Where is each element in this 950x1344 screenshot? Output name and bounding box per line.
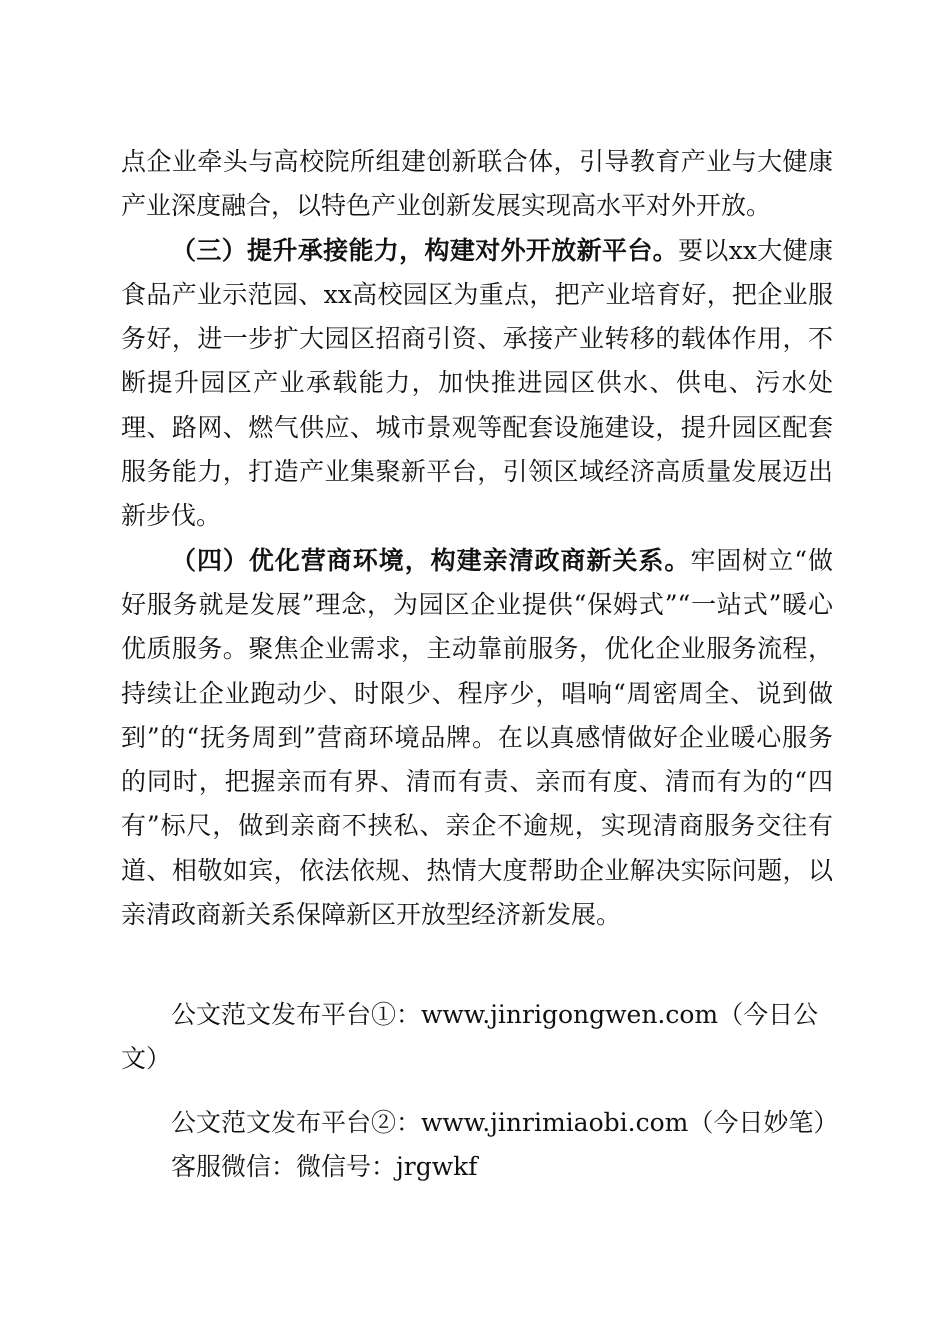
paragraph-text: 点企业牵头与高校院所组建创新联合体，引导教育产业与大健康产业深度融合，以特色产业创新发展实现高水平对外开放。 bbox=[121, 147, 833, 221]
paragraph-section-four bbox=[121, 539, 833, 938]
section-four-heading: （四）优化营商环境，构建亲清政商新关系。 bbox=[171, 545, 691, 575]
paragraph-section-three bbox=[121, 229, 833, 539]
document-body bbox=[121, 140, 833, 937]
paragraph-continued bbox=[121, 140, 833, 229]
platform-one-line: 公文范文发布平台①：www.jinrigongwen.com（今日公文） bbox=[121, 1000, 819, 1073]
platform-two-line: 公文范文发布平台②：www.jinrimiaobi.com（今日妙笔） bbox=[171, 1108, 839, 1137]
customer-service-line: 客服微信：微信号：jrgwkf bbox=[171, 1152, 478, 1181]
section-three-heading: （三）提升承接能力，构建对外开放新平台。 bbox=[171, 235, 679, 265]
section-four-text: 牢固树立“做好服务就是发展”理念，为园区企业提供“保姆式”“一站式”暖心优质服务。聚焦企业需求，主动靠前服务，优化企业服务流程，持续让企业跑动少、时限少、程序少，唱响“周密周全、说到做到”的“抚务周到”营商环境品牌。在以真感情做好企业暖心服务的同时，把握亲而有界、清而有责、亲而有度、清而有为的“四有”标尺，做到亲商不挟私、亲企不逾规，实现清商服务交往有道、相敬如宾，依法依规、热情大度帮助企业解决实际问题，以亲清政商新关系保障新区开放型经济新发展。 bbox=[121, 545, 833, 930]
footer-info bbox=[121, 993, 839, 1189]
section-three-text: 要以xx大健康食品产业示范园、xx高校园区为重点，把产业培育好，把企业服务好，进一步扩大园区招商引资、承接产业转移的载体作用，不断提升园区产业承载能力，加快推进园区供水、供电、污水处理、路网、燃气供应、城市景观等配套设施建设，提升园区配套服务能力，打造产业集聚新平台，引领区域经济高质量发展迈出新步伐。 bbox=[121, 235, 833, 531]
